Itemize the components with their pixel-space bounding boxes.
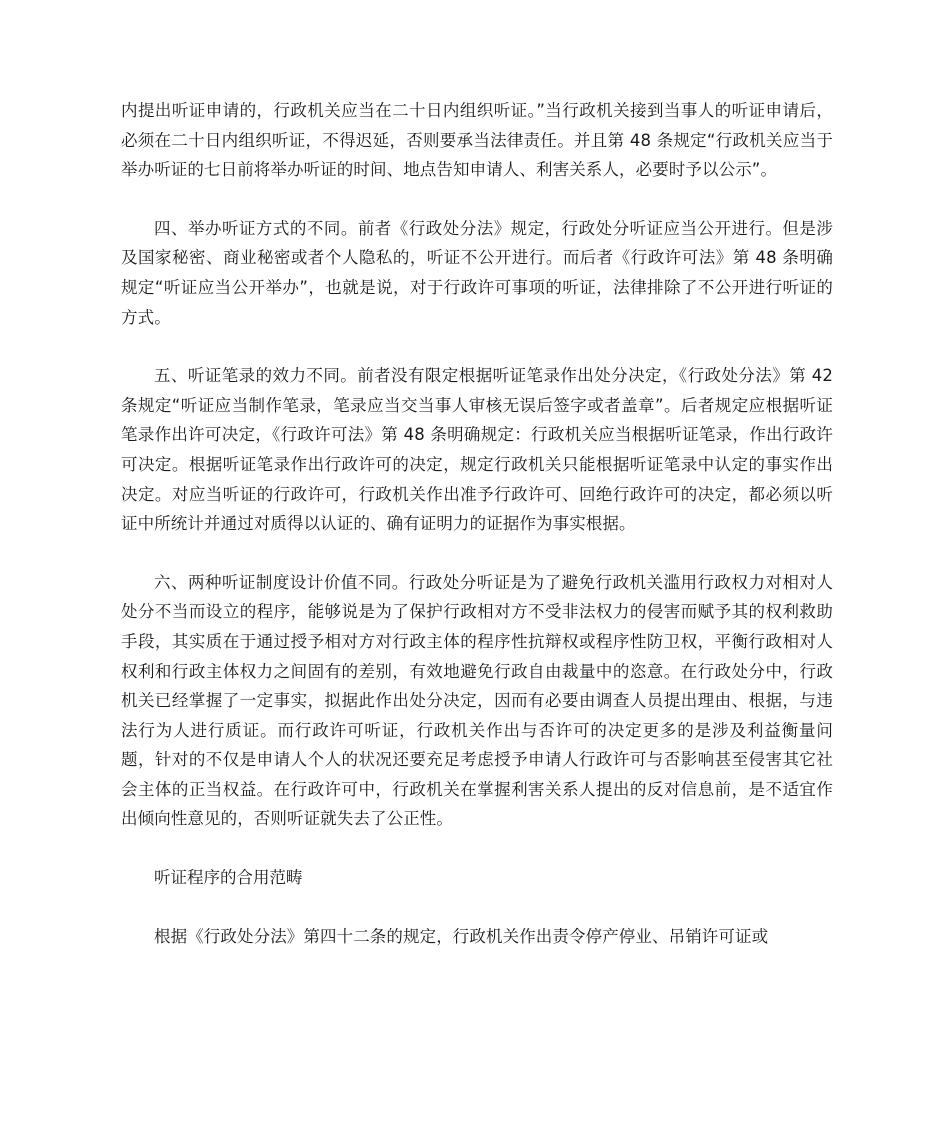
paragraph-last: 根据《行政处分法》第四十二条的规定，行政机关作出责令停产停业、吊销许可证或 — [154, 926, 769, 946]
paragraph-gap — [121, 185, 833, 214]
section-heading: 听证程序的合用范畴 — [154, 868, 303, 888]
document-page — [121, 96, 833, 951]
paragraph-gap — [121, 539, 833, 568]
paragraph-hearing-record: 五、听证笔录的效力不同。前者没有限定根据听证笔录作出处分决定，《行政处分法》第 42 条规定“听证应当制作笔录，笔录应当交当事人审核无误后签字或者盖章”。后者规定应根据听证笔录作出许可决定，《行政许可法》第 48 条明确规定：行政机关应当根据听证笔录，作出行政许可决定。根据听证笔录作出行政许可的决定，规定行政机关只能根据听证笔录中认定的事实作出决定。对应当听证的行政许可，行政机关作出准予行政许可、回绝行政许可的决定，都必须以听证中所统计并通过对质得以认证的、确有证明力的证据作为事实根据。 — [121, 366, 833, 534]
paragraph-gap — [121, 332, 833, 361]
paragraph-gap — [121, 893, 833, 922]
paragraph-design-value: 六、两种听证制度设计价值不同。行政处分听证是为了避免行政机关滥用行政权力对相对人处分不当而设立的程序，能够说是为了保护行政相对方不受非法权力的侵害而赋予其的权利救助手段，其实质在于通过授予相对方对行政主体的程序性抗辩权或程序性防卫权，平衡行政相对人权利和行政主体权力之间固有的差别，有效地避免行政自由裁量中的恣意。在行政处分中，行政机关已经掌握了一定事实，拟据此作出处分决定，因而有必要由调查人员提出理由、根据，与违法行为人进行质证。而行政许可听证，行政机关作出与否许可的决定更多的是涉及利益衡量问题，针对的不仅是申请人个人的状况还要充足考虑授予申请人行政许可与否影响甚至侵害其它社会主体的正当权益。在行政许可中，行政机关在掌握利害关系人提出的反对信息前，是不适宜作出倾向性意见的，否则听证就失去了公正性。 — [121, 572, 833, 829]
paragraph-continuation: 内提出听证申请的，行政机关应当在二十日内组织听证。”当行政机关接到当事人的听证申请后，必须在二十日内组织听证，不得迟延，否则要承当法律责任。并且第 48 条规定“行政机关应当于举办听证的七日前将举办听证的时间、地点告知申请人、利害关系人，必要时予以公示”。 — [121, 101, 833, 180]
paragraph-hearing-method: 四、举办听证方式的不同。前者《行政处分法》规定，行政处分听证应当公开进行。但是涉及国家秘密、商业秘密或者个人隐私的，听证不公开进行。而后者《行政许可法》第 48 条明确规定“听证应当公开举办”，也就是说，对于行政许可事项的听证，法律排除了不公开进行听证的方式。 — [121, 218, 833, 327]
paragraph-gap — [121, 834, 833, 863]
